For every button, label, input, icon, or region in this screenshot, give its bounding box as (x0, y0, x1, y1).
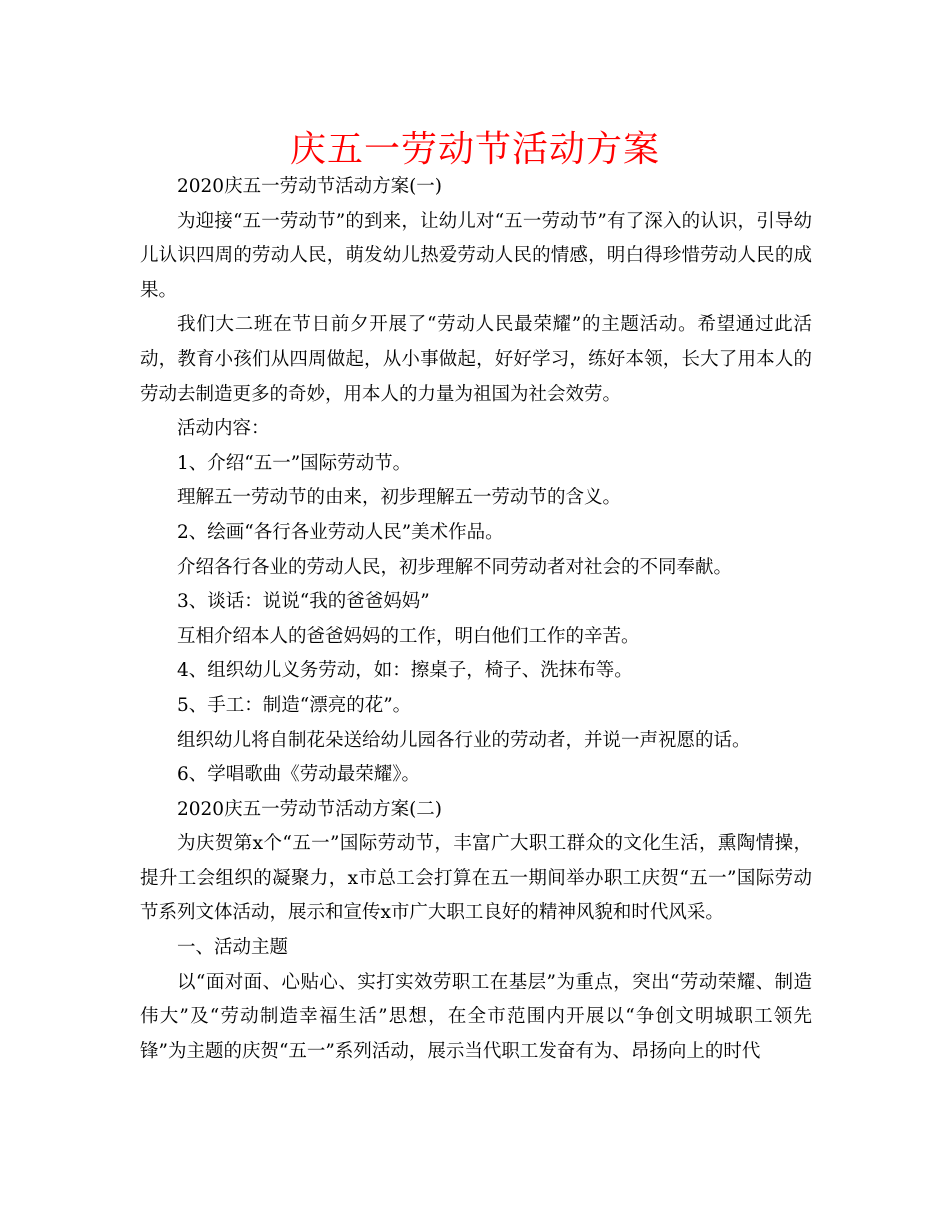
paragraph: 组织幼儿将自制花朵送给幼儿园各行业的劳动者，并说一声祝愿的话。 (177, 729, 751, 751)
paragraph-heading-2: 2020庆五一劳动节活动方案(二) (177, 798, 443, 820)
list-item: 2、绘画“各行各业劳动人民”美术作品。 (177, 521, 504, 543)
paragraph-heading-1: 2020庆五一劳动节活动方案(一) (177, 176, 443, 197)
paragraph: 理解五一劳动节的由来，初步理解五一劳动节的含义。 (177, 487, 622, 509)
paragraph: 介绍各行各业的劳动人民，初步理解不同劳动者对社会的不同奉献。 (177, 556, 733, 578)
paragraph: 我们大二班在节日前夕开展了“劳动人民最荣耀”的主题活动。希望通过此活动，教育小孩们从四周做起，从小事做起，好好学习，练好本领，长大了用本人的劳动去制造更多的奇妙，用本人的力量为祖国为社会效劳。 (140, 314, 812, 405)
document-title: 庆五一劳动节活动方案 (289, 129, 660, 170)
paragraph: 活动内容： (177, 418, 270, 440)
section-heading: 一、活动主题 (177, 937, 289, 959)
list-item: 3、谈话：说说“我的爸爸妈妈” (177, 591, 430, 613)
document-body (140, 170, 812, 1069)
list-item: 5、手工：制造“漂亮的花”。 (177, 694, 412, 716)
list-item: 6、学唱歌曲《劳动最荣耀》。 (177, 764, 421, 786)
paragraph: 为迎接“五一劳动节”的到来，让幼儿对“五一劳动节”有了深入的认识，引导幼儿认识四周的劳动人民，萌发幼儿热爱劳动人民的情感，明白得珍惜劳动人民的成果。 (140, 210, 812, 301)
paragraph: 互相介绍本人的爸爸妈妈的工作，明白他们工作的辛苦。 (177, 625, 640, 647)
paragraph: 以“面对面、心贴心、实打实效劳职工在基层”为重点，突出“劳动荣耀、制造伟大”及“劳动制造幸福生活”思想，在全市范围内开展以“争创文明城职工领先锋”为主题的庆贺“五一”系列活动，展示当代职工发奋有为、昂扬向上的时代 (140, 971, 812, 1062)
list-item: 1、介绍“五一”国际劳动节。 (177, 452, 412, 474)
paragraph: 为庆贺第x个“五一”国际劳动节，丰富广大职工群众的文化生活，熏陶情操，提升工会组织的凝聚力，x市总工会打算在五一期间举办职工庆贺“五一”国际劳动节系列文体活动，展示和宣传x市广大职工良好的精神风貌和时代风采。 (140, 833, 812, 924)
list-item: 4、组织幼儿义务劳动，如：擦桌子，椅子、洗抹布等。 (177, 660, 633, 682)
